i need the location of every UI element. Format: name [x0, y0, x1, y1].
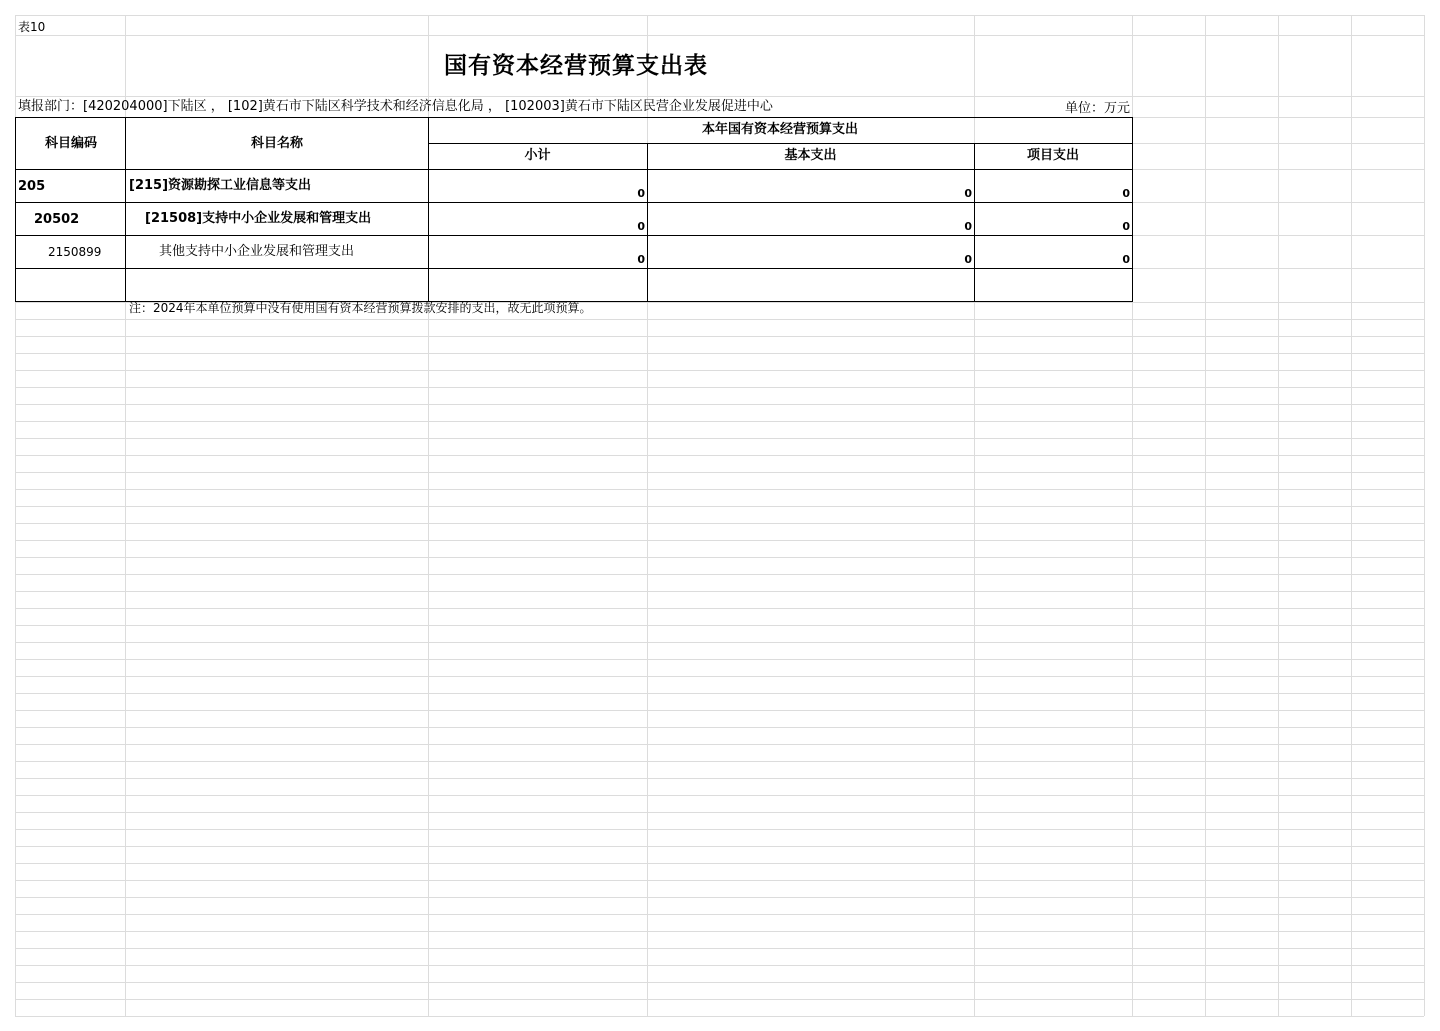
header-code: 科目编码	[44, 136, 97, 151]
sheet-tag: 表10	[18, 20, 46, 34]
row-code: 20502	[34, 212, 80, 227]
row-basic: 0	[964, 220, 972, 233]
page-title: 国有资本经营预算支出表	[444, 52, 708, 79]
header-subtotal: 小计	[524, 148, 551, 163]
footnote: 注：2024年本单位预算中没有使用国有资本经营预算拨款安排的支出，故无此项预算。	[129, 301, 592, 315]
header-name: 科目名称	[250, 136, 303, 151]
unit-label: 单位：万元	[1064, 101, 1130, 116]
row-name: [215]资源勘探工业信息等支出	[129, 178, 312, 193]
row-project: 0	[1122, 187, 1130, 200]
row-code: 2150899	[48, 245, 102, 259]
header-basic: 基本支出	[784, 148, 837, 163]
header-project: 项目支出	[1026, 148, 1079, 163]
row-subtotal: 0	[637, 253, 645, 266]
row-basic: 0	[964, 253, 972, 266]
row-name: [21508]支持中小企业发展和管理支出	[145, 211, 372, 226]
department-line: 填报部门：[420204000]下陆区 ， [102]黄石市下陆区科学技术和经济信息化局 ， [102003]黄石市下陆区民营企业发展促进中心	[18, 99, 773, 114]
row-subtotal: 0	[637, 220, 645, 233]
row-basic: 0	[964, 187, 972, 200]
row-name: 其他支持中小企业发展和管理支出	[159, 244, 355, 259]
row-code: 205	[18, 179, 46, 194]
row-project: 0	[1122, 220, 1130, 233]
header-group: 本年国有资本经营预算支出	[701, 122, 858, 137]
row-project: 0	[1122, 253, 1130, 266]
row-subtotal: 0	[637, 187, 645, 200]
